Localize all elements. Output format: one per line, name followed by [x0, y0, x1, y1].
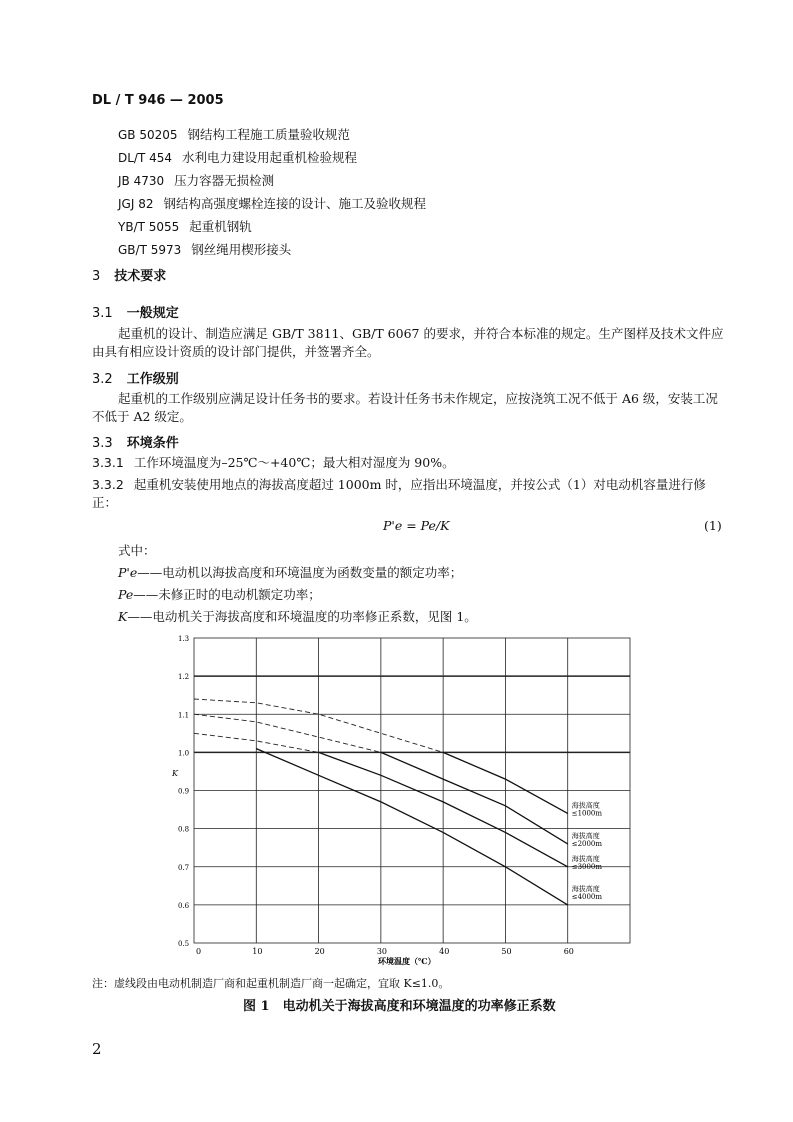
reference-code: JGJ 82: [118, 197, 154, 211]
reference-item: [118, 148, 357, 166]
section-title: 技术要求: [114, 269, 167, 284]
reference-title: 压力容器无损检测: [174, 173, 275, 188]
clause-number: 3.3.1: [92, 455, 124, 470]
definition-item: [118, 585, 321, 603]
x-tick-label: 10: [252, 947, 263, 956]
definition-item: [118, 607, 477, 625]
x-tick-label: 30: [376, 947, 388, 956]
clause: [92, 476, 724, 512]
x-tick-label: 50: [501, 947, 512, 956]
y-tick-label: 0.9: [178, 787, 190, 796]
reference-code: YB/T 5055: [118, 220, 180, 234]
subsection-heading: [92, 302, 179, 321]
legend-label: 海拔高度: [571, 801, 600, 810]
reference-title: 钢结构工程施工质量验收规范: [187, 127, 351, 142]
y-tick-label: 1.3: [178, 635, 190, 643]
legend-label: 海拔高度: [571, 831, 600, 840]
reference-title: 起重机钢轨: [189, 219, 252, 234]
reference-item: [118, 171, 274, 189]
y-axis-label: K: [172, 769, 178, 778]
definition-text: ——电动机以海拔高度和环境温度为函数变量的额定功率；: [137, 565, 463, 580]
definition-symbol: K: [118, 609, 128, 624]
series-line-dashed: [194, 714, 381, 752]
where-label: 式中：: [118, 543, 156, 558]
y-tick-label: 0.6: [178, 901, 190, 910]
section-title: 一般规定: [126, 306, 179, 321]
section-heading: [92, 265, 166, 284]
legend-label: 海拔高度: [571, 854, 600, 863]
x-tick-label: 60: [563, 947, 574, 956]
paragraph: 起重机的工作级别应满足设计任务书的要求。若设计任务书未作规定，应按浇筑工况不低于 A6 级，安装工况不低于 A2 级定。: [92, 391, 718, 424]
x-axis-label: 环境温度（℃）: [378, 956, 436, 966]
legend-label: 海拔高度: [571, 884, 600, 893]
subsection-heading: [92, 368, 179, 387]
definition-symbol: P'e: [118, 565, 138, 580]
definition-text: ——未修正时的电动机额定功率；: [133, 587, 321, 602]
y-tick-label: 0.5: [178, 940, 190, 948]
y-tick-label: 0.8: [178, 825, 190, 834]
reference-item: [118, 194, 426, 212]
clause-text: 工作环境温度为–25℃～+40℃；最大相对湿度为 90%。: [133, 455, 455, 470]
x-tick-label: 0: [196, 947, 202, 956]
definition-item: [118, 563, 462, 581]
chart-grid: [194, 638, 630, 943]
reference-code: JB 4730: [118, 174, 165, 188]
legend-label: ≤3000m: [571, 862, 603, 871]
clause: [92, 454, 724, 472]
definition-text: ——电动机关于海拔高度和环境温度的功率修正系数，见图 1。: [127, 609, 477, 624]
legend-label: ≤1000m: [571, 809, 603, 818]
y-tick-label: 1.2: [178, 673, 190, 682]
x-tick-label: 40: [439, 947, 450, 956]
section-number: 3: [92, 269, 101, 284]
chart-ticks: [178, 635, 574, 956]
reference-code: DL/T 454: [118, 151, 173, 165]
reference-code: GB/T 5973: [118, 243, 182, 257]
reference-item: [118, 240, 291, 258]
section-title: 环境条件: [126, 436, 179, 451]
reference-title: 钢丝绳用楔形接头: [191, 242, 292, 257]
figure-caption: 图 1 电动机关于海拔高度和环境温度的功率修正系数: [243, 999, 556, 1014]
legend-label: ≤2000m: [571, 839, 603, 848]
reference-title: 水利电力建设用起重机检验规程: [182, 150, 358, 165]
clause-text: 起重机安装使用地点的海拔高度超过 1000m 时，应指出环境温度，并按公式（1）对电动机容量进行修正：: [92, 477, 706, 510]
y-tick-label: 1.1: [178, 711, 190, 720]
chart-legend: [572, 800, 603, 901]
subsection-heading: [92, 432, 179, 451]
legend-label: ≤4000m: [571, 892, 603, 901]
document-header: DL / T 946 — 2005: [92, 93, 224, 108]
formula: P'e = Pe/K: [383, 518, 450, 533]
reference-item: [118, 217, 252, 235]
page-number: 2: [92, 1040, 102, 1058]
section-number: 3.2: [92, 372, 113, 387]
figure-note: 注：虚线段由电动机制造厂商和起重机制造厂商一起确定，宜取 K≤1.0。: [92, 977, 450, 990]
reference-code: GB 50205: [118, 128, 178, 142]
y-tick-label: 0.7: [178, 863, 190, 872]
y-tick-label: 1.0: [178, 749, 190, 758]
equation-number: (1): [704, 518, 722, 533]
reference-item: [118, 125, 350, 143]
clause-number: 3.3.2: [92, 477, 124, 492]
section-title: 工作级别: [126, 372, 179, 387]
power-correction-chart: [160, 628, 640, 968]
paragraph: 起重机的设计、制造应满足 GB/T 3811、GB/T 6067 的要求，并符合本标准的规定。生产图样及技术文件应由具有相应设计资质的设计部门提供，并签署齐全。: [92, 326, 724, 359]
section-number: 3.1: [92, 306, 113, 321]
reference-title: 钢结构高强度螺栓连接的设计、施工及验收规程: [163, 196, 426, 211]
definition-symbol: Pe: [118, 587, 134, 602]
section-number: 3.3: [92, 436, 113, 451]
series-line-solid: [256, 749, 567, 905]
x-tick-label: 20: [314, 947, 325, 956]
